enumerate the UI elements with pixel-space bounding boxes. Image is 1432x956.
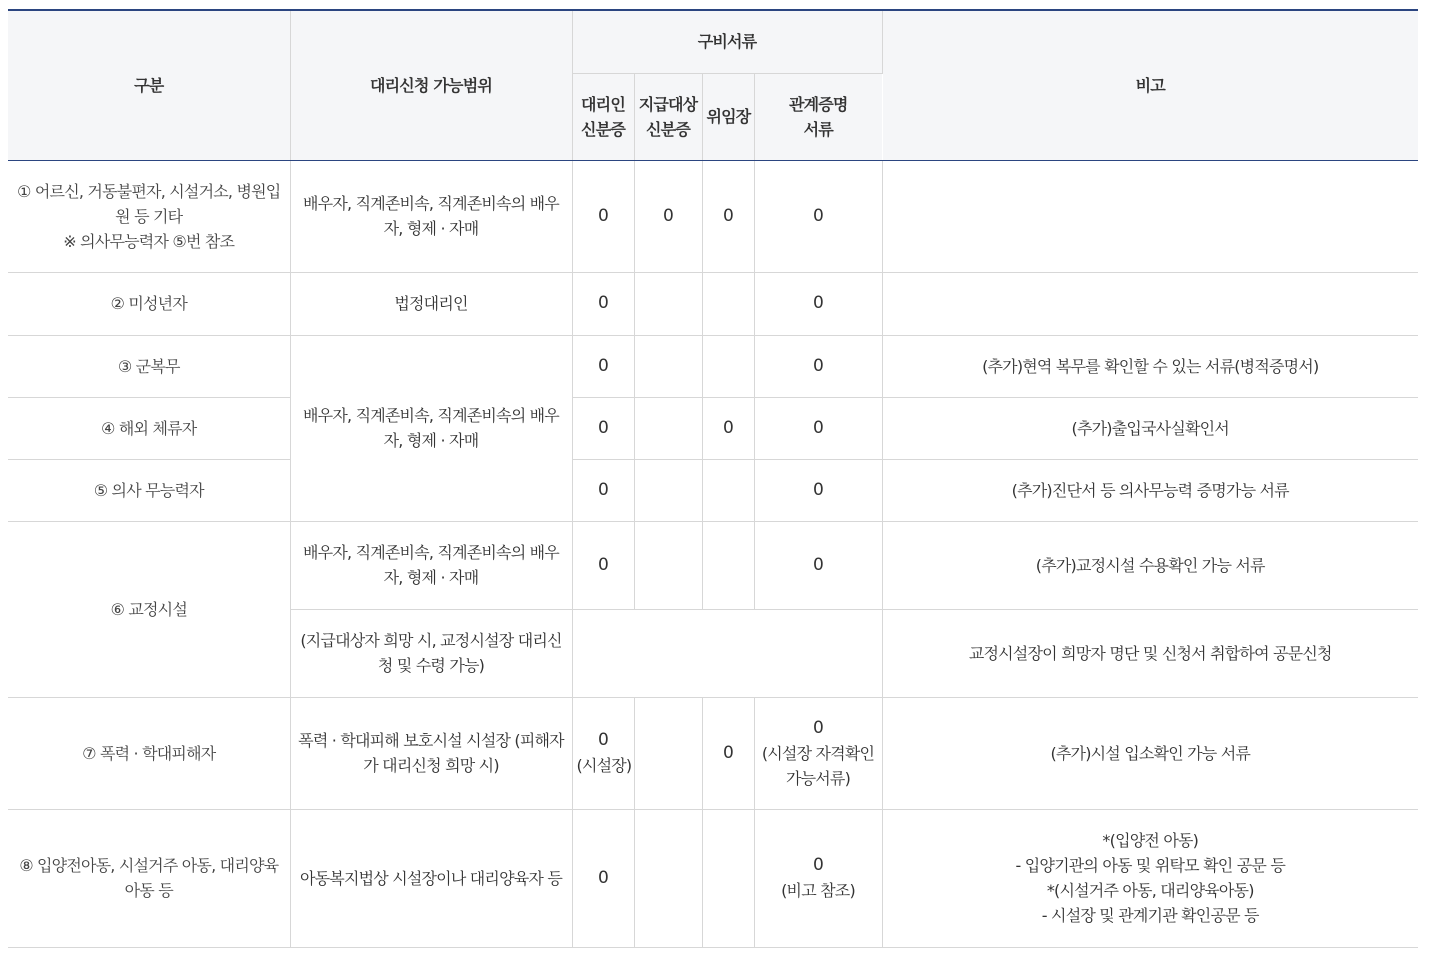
relation-line: (비고 참조): [781, 881, 855, 900]
category-line: ⑧ 입양전아동, 시설거주 아동, 대리양육: [19, 856, 279, 875]
recipient-id-cell: [634, 809, 702, 947]
category-cell: [8, 160, 290, 272]
table-row: [8, 521, 1418, 609]
table-row: [8, 697, 1418, 809]
scope-line: 청 및 수령 가능): [377, 656, 485, 675]
scope-line: 가 대리신청 희망 시): [363, 756, 499, 775]
category-cell: ② 미성년자: [8, 272, 290, 335]
remark-cell: [882, 272, 1418, 335]
proxy-id-cell: [572, 697, 634, 809]
scope-cell: [290, 697, 572, 809]
recipient-id-cell: 0: [634, 160, 702, 272]
header-recipient-id: [634, 73, 702, 160]
remark-line: - 시설장 및 관계기관 확인공문 등: [1041, 906, 1259, 925]
scope-line: 자, 형제 · 자매: [383, 568, 479, 587]
attorney-cell: 0: [702, 160, 754, 272]
scope-cell: [290, 521, 572, 609]
header-remarks: 비고: [882, 10, 1418, 160]
category-cell: ⑥ 교정시설: [8, 521, 290, 697]
recipient-id-cell: [634, 272, 702, 335]
relation-line: (시설장 자격확인: [761, 743, 875, 763]
remark-line: *(입양전 아동): [1102, 831, 1199, 850]
table-body: [8, 160, 1418, 947]
attorney-cell: [702, 809, 754, 947]
scope-cell: [290, 609, 572, 697]
remark-cell: (추가)교정시설 수용확인 가능 서류: [882, 521, 1418, 609]
relation-cell: [754, 697, 882, 809]
attorney-cell: [702, 335, 754, 397]
category-line: ※ 의사무능력자 ⑤번 참조: [63, 231, 235, 251]
attorney-cell: 0: [702, 697, 754, 809]
table-row: [8, 160, 1418, 272]
relation-line: 0: [812, 855, 824, 875]
category-line: 아동 등: [124, 881, 173, 900]
header-proxy-id-line1: 대리인: [581, 94, 625, 114]
relation-cell: 0: [754, 459, 882, 521]
document-table-wrapper: [8, 9, 1418, 948]
proxy-id-cell: 0: [572, 397, 634, 459]
category-cell: ⑦ 폭력 · 학대피해자: [8, 697, 290, 809]
attorney-cell: [702, 459, 754, 521]
relation-cell: 0: [754, 521, 882, 609]
remark-line: *(시설거주 아동, 대리양육아동): [1046, 881, 1254, 900]
attorney-cell: [702, 521, 754, 609]
header-relation-proof: [754, 73, 882, 160]
table-header: [8, 10, 1418, 160]
relation-line: 가능서류): [785, 768, 851, 788]
documents-empty-cell: [572, 609, 882, 697]
header-proxy-id: [572, 73, 634, 160]
proxy-id-cell: 0: [572, 809, 634, 947]
table-row: [8, 397, 1418, 459]
remark-cell: [882, 809, 1418, 947]
recipient-id-cell: [634, 335, 702, 397]
category-cell: ④ 해외 체류자: [8, 397, 290, 459]
proxy-id-cell: 0: [572, 335, 634, 397]
proxy-id-line: (시설장): [576, 756, 632, 775]
remark-cell: 교정시설장이 희망자 명단 및 신청서 취합하여 공문신청: [882, 609, 1418, 697]
recipient-id-cell: [634, 521, 702, 609]
scope-line: (지급대상자 희망 시, 교정시설장 대리신: [300, 631, 562, 650]
proxy-id-line: 0: [597, 730, 609, 750]
header-recipient-id-line2: 신분증: [646, 119, 690, 139]
remark-cell: (추가)시설 입소확인 가능 서류: [882, 697, 1418, 809]
scope-line: 배우자, 직계존비속, 직계존비속의 배우: [303, 406, 559, 425]
header-recipient-id-line1: 지급대상: [638, 94, 698, 114]
table-row: [8, 459, 1418, 521]
proxy-id-cell: 0: [572, 160, 634, 272]
relation-cell: 0: [754, 397, 882, 459]
header-power-of-attorney: 위임장: [702, 73, 754, 160]
relation-cell: 0: [754, 160, 882, 272]
recipient-id-cell: [634, 697, 702, 809]
table-row: [8, 335, 1418, 397]
header-documents: 구비서류: [572, 10, 882, 73]
scope-line: 폭력 · 학대피해 보호시설 시설장 (피해자: [298, 731, 564, 750]
header-category: 구분: [8, 10, 290, 160]
remark-cell: (추가)진단서 등 의사무능력 증명가능 서류: [882, 459, 1418, 521]
category-cell: [8, 809, 290, 947]
remark-cell: (추가)출입국사실확인서: [882, 397, 1418, 459]
relation-cell: 0: [754, 335, 882, 397]
header-relation-line2: 서류: [803, 119, 833, 139]
header-relation-line1: 관계증명: [788, 94, 848, 114]
category-line: ① 어르신, 거동불편자, 시설거소, 병원입: [17, 181, 281, 201]
proxy-id-cell: 0: [572, 459, 634, 521]
scope-cell: 법정대리인: [290, 272, 572, 335]
remark-line: - 입양기관의 아동 및 위탁모 확인 공문 등: [1015, 856, 1285, 875]
relation-line: 0: [812, 717, 824, 738]
table-row: [8, 809, 1418, 947]
header-proxy-scope: 대리신청 가능범위: [290, 10, 572, 160]
relation-cell: 0: [754, 272, 882, 335]
scope-line: 배우자, 직계존비속, 직계존비속의 배우: [303, 543, 559, 562]
remark-cell: (추가)현역 복무를 확인할 수 있는 서류(병적증명서): [882, 335, 1418, 397]
proxy-id-cell: 0: [572, 272, 634, 335]
attorney-cell: [702, 272, 754, 335]
scope-line: 자, 형제 · 자매: [383, 431, 479, 450]
recipient-id-cell: [634, 459, 702, 521]
proxy-id-cell: 0: [572, 521, 634, 609]
category-line: 원 등 기타: [115, 206, 183, 226]
proxy-application-table: [8, 9, 1418, 948]
scope-line: 자, 형제 · 자매: [383, 219, 479, 238]
relation-cell: [754, 809, 882, 947]
scope-cell: 아동복지법상 시설장이나 대리양육자 등: [290, 809, 572, 947]
category-cell: ③ 군복무: [8, 335, 290, 397]
scope-line: 배우자, 직계존비속, 직계존비속의 배우: [303, 194, 559, 213]
scope-cell: [290, 160, 572, 272]
recipient-id-cell: [634, 397, 702, 459]
header-proxy-id-line2: 신분증: [581, 119, 625, 139]
remark-cell: [882, 160, 1418, 272]
table-row: [8, 272, 1418, 335]
scope-cell: [290, 335, 572, 521]
attorney-cell: 0: [702, 397, 754, 459]
category-cell: ⑤ 의사 무능력자: [8, 459, 290, 521]
